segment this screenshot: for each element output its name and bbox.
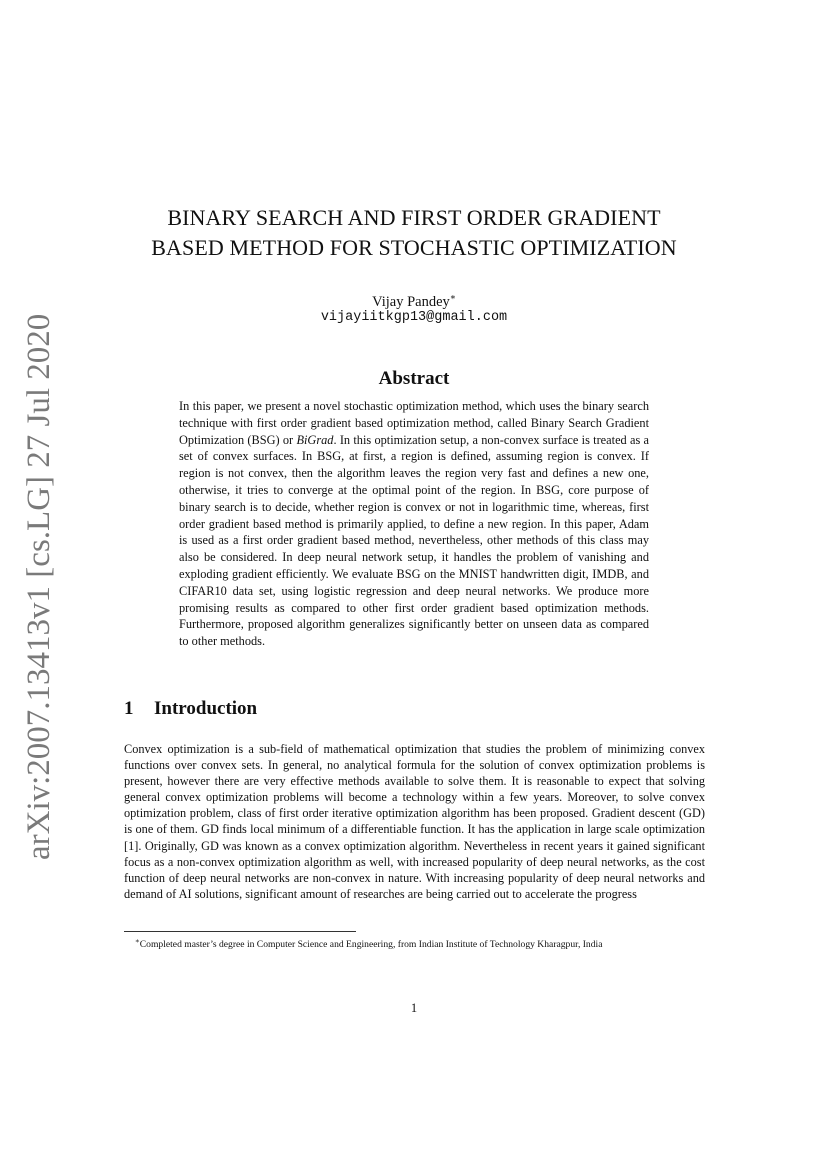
section-heading-introduction xyxy=(124,697,257,721)
paper-title-line-1: BINARY SEARCH AND FIRST ORDER GRADIENT xyxy=(167,205,661,230)
arxiv-identifier-stamp: arXiv:2007.13413v1 [cs.LG] 27 Jul 2020 xyxy=(21,313,57,860)
author-footnote-mark: ∗ xyxy=(449,292,456,302)
paper-title-line-2: BASED METHOD FOR STOCHASTIC OPTIMIZATION xyxy=(151,235,677,260)
author-name: Vijay Pandey xyxy=(372,293,450,310)
abstract-body xyxy=(179,398,649,650)
footnote xyxy=(135,935,735,951)
abstract-emphasis-bigrad: BiGrad xyxy=(296,432,334,447)
section-number: 1 xyxy=(124,698,134,719)
footnote-divider xyxy=(124,931,356,932)
footnote-text: Completed master’s degree in Computer Science and Engineering, from Indian Institute of Technology Kharagpur, India xyxy=(139,939,603,951)
page-number: 1 xyxy=(410,1001,418,1015)
author-email: vijayiitkgp13@gmail.com xyxy=(320,310,508,325)
introduction-body xyxy=(124,741,705,902)
footnote-mark: ∗ xyxy=(135,937,140,945)
abstract-paragraph xyxy=(179,398,649,650)
abstract-text-part-1: In this paper, we present a novel stochastic optimization method, which uses the binary search technique with first order gradient based optimization method, called Binary Search Gradient Optimization (BSG) or xyxy=(179,399,649,447)
paper-title xyxy=(100,203,728,263)
section-title: Introduction xyxy=(154,698,258,719)
introduction-paragraph: Convex optimization is a sub-field of mathematical optimization that studies the problem of minimizing convex functions over convex sets. In general, no analytical formula for the solution of convex optimization problems is present, however there are very effective methods available to solve them. It is reasonable to expect that solving general convex optimization problems will become a technology within a few years. Moreover, to solve convex optimization problem, class of first order iterative optimization algorithm has been proposed. Gradient descent (GD) is one of them. GD finds local minimum of a differentiable function. It has the application in large scale optimization [1]. Originally, GD was known as a convex optimization algorithm. Nevertheless in recent years it gained significant focus as a non-convex optimization algorithm as well, with increased popularity of deep neural networks, as the cost function of deep neural networks are non-convex in nature. With increasing popularity of deep neural networks and demand of AI solutions, significant amount of researches are being carried out to accelerate the progress xyxy=(124,742,705,901)
abstract-heading: Abstract xyxy=(378,368,450,389)
abstract-text-part-2: . In this optimization setup, a non-convex surface is treated as a set of convex surfaces. In BSG, at first, a region is defined, assuming region is convex. If region is not convex, then the algorithm leaves the region very fast and defines a new one, otherwise, it tries to converge at the optimal point of the region. In BSG, core purpose of binary search is to decide, whether region is convex or not in logarithmic time, whereas, first order gradient based method is primarily applied, to define a new region. In this paper, Adam is used as a first order gradient based method, nevertheless, other methods of this class may also be considered. In deep neural network setup, it handles the problem of vanishing and exploding gradient efficiently. We evaluate BSG on the MNIST handwritten digit, IMDB, and CIFAR10 data set, using logistic regression and deep neural networks. We produce more promising results as compared to other first order gradient based optimization methods. Furthermore, proposed algorithm generalizes significantly better on unseen data as compared to other methods. xyxy=(179,432,649,649)
